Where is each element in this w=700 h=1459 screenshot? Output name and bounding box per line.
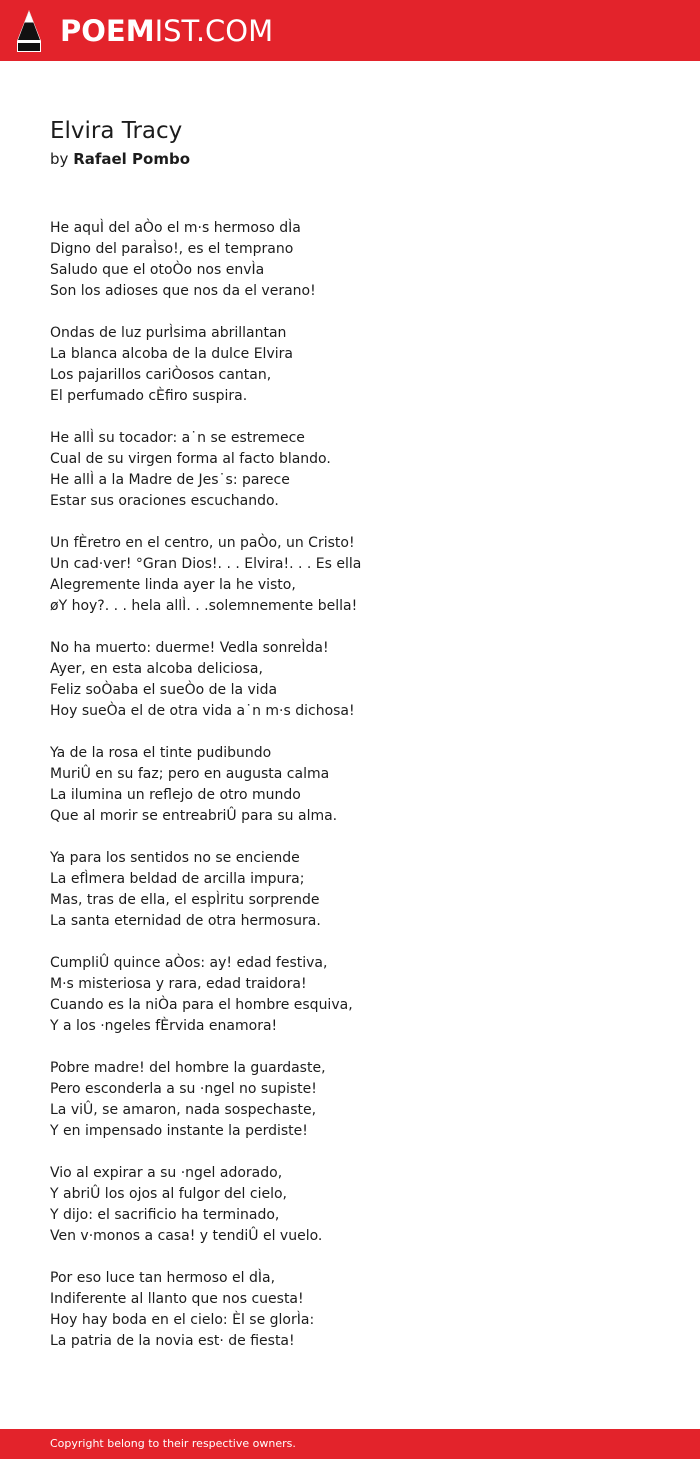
poem-line: Son los adioses que nos da el verano! bbox=[50, 283, 316, 299]
poem-line: Digno del paraÌso!, es el temprano bbox=[50, 241, 294, 257]
poem-line: Alegremente linda ayer la he visto, bbox=[50, 577, 296, 593]
site-logo-link[interactable] bbox=[16, 8, 273, 54]
poem-line: Ya para los sentidos no se enciende bbox=[50, 850, 300, 866]
poem-line: Cual de su virgen forma al facto blando. bbox=[50, 451, 331, 467]
poem-line: Y abriÛ los ojos al fulgor del cielo, bbox=[50, 1186, 287, 1202]
poem-line: La santa eternidad de otra hermosura. bbox=[50, 913, 321, 929]
poem-stanza bbox=[50, 428, 650, 512]
poem-line: Pobre madre! del hombre la guardaste, bbox=[50, 1060, 326, 1076]
poem-line: Feliz soÒaba el sueÒo de la vida bbox=[50, 682, 278, 698]
poem-line: He aquÌ del aÒo el m·s hermoso dÌa bbox=[50, 220, 301, 236]
poem-line: La viÛ, se amaron, nada sospechaste, bbox=[50, 1102, 317, 1118]
poem-stanza bbox=[50, 1268, 650, 1352]
poem-stanza bbox=[50, 1163, 650, 1247]
poem-line: Hoy sueÒa el de otra vida a˙n m·s dichosa! bbox=[50, 703, 355, 719]
poem-line: Por eso luce tan hermoso el dÌa, bbox=[50, 1270, 276, 1286]
poem-line: La patria de la novia est· de fiesta! bbox=[50, 1333, 295, 1349]
poem-stanza bbox=[50, 638, 650, 722]
logo-wordmark-bold: POEM bbox=[60, 13, 155, 48]
poem-line: Un cad·ver! °Gran Dios!. . . Elvira!. . . Es ella bbox=[50, 556, 362, 572]
poem-line: Ven v·monos a casa! y tendiÛ el vuelo. bbox=[50, 1228, 323, 1244]
poem-stanza bbox=[50, 323, 650, 407]
poem-stanza bbox=[50, 533, 650, 617]
poem-line: Y en impensado instante la perdiste! bbox=[50, 1123, 308, 1139]
poem-line: El perfumado cÈfiro suspira. bbox=[50, 388, 248, 404]
poem-line: CumpliÛ quince aÒos: ay! edad festiva, bbox=[50, 955, 328, 971]
poem-byline bbox=[50, 148, 190, 170]
poem-stanza bbox=[50, 1058, 650, 1142]
poem-line: M·s misteriosa y rara, edad traidora! bbox=[50, 976, 307, 992]
logo-wordmark bbox=[60, 13, 274, 48]
poem-line: Hoy hay boda en el cielo: Èl se glorÌa: bbox=[50, 1312, 315, 1328]
poem-stanza bbox=[50, 848, 650, 932]
poem-stanza bbox=[50, 743, 650, 827]
poem-line: Pero esconderla a su ·ngel no supiste! bbox=[50, 1081, 317, 1097]
poem-line: Mas, tras de ella, el espÌritu sorprende bbox=[50, 892, 320, 908]
poem-line: Y a los ·ngeles fÈrvida enamora! bbox=[50, 1018, 278, 1034]
poem-stanza bbox=[50, 953, 650, 1037]
site-footer bbox=[0, 1429, 700, 1459]
poem-line: Que al morir se entreabriÛ para su alma. bbox=[50, 808, 338, 824]
logo-wordmark-light: IST.COM bbox=[154, 13, 274, 48]
poem-line: Saludo que el otoÒo nos envÌa bbox=[50, 262, 265, 278]
poem-line: Estar sus oraciones escuchando. bbox=[50, 493, 279, 509]
poem-line: Los pajarillos cariÒosos cantan, bbox=[50, 367, 272, 383]
poem-line: Ya de la rosa el tinte pudibundo bbox=[50, 745, 272, 761]
poem-line: Ayer, en esta alcoba deliciosa, bbox=[50, 661, 263, 677]
poem-line: Vio al expirar a su ·ngel adorado, bbox=[50, 1165, 283, 1181]
poem-line: øY hoy?. . . hela allÌ. . .solemnemente bella! bbox=[50, 598, 358, 614]
poem-author: Rafael Pombo bbox=[73, 150, 191, 168]
poem-line: La efÌmera beldad de arcilla impura; bbox=[50, 871, 305, 887]
poem-line: La ilumina un reflejo de otro mundo bbox=[50, 787, 301, 803]
poem-stanza bbox=[50, 218, 650, 302]
poem-line: He allÌ a la Madre de Jes˙s: parece bbox=[50, 472, 290, 488]
copyright-notice: Copyright belong to their respective owners. bbox=[50, 1437, 296, 1450]
poem-line: La blanca alcoba de la dulce Elvira bbox=[50, 346, 293, 362]
by-label: by bbox=[50, 150, 69, 168]
pencil-icon bbox=[16, 9, 42, 53]
site-header bbox=[0, 0, 700, 61]
poem-line: Cuando es la niÒa para el hombre esquiva, bbox=[50, 997, 353, 1013]
poem-body bbox=[50, 218, 650, 1373]
poem-title: Elvira Tracy bbox=[50, 118, 183, 144]
poem-line: Indiferente al llanto que nos cuesta! bbox=[50, 1291, 304, 1307]
poem-line: Un fÈretro en el centro, un paÒo, un Cristo! bbox=[50, 535, 355, 551]
poem-line: MuriÛ en su faz; pero en augusta calma bbox=[50, 766, 330, 782]
poem-line: No ha muerto: duerme! Vedla sonreÌda! bbox=[50, 640, 329, 656]
poem-line: Ondas de luz purÌsima abrillantan bbox=[50, 325, 287, 341]
poem-line: Y dijo: el sacrificio ha terminado, bbox=[50, 1207, 280, 1223]
poem-line: He allÌ su tocador: a˙n se estremece bbox=[50, 430, 305, 446]
